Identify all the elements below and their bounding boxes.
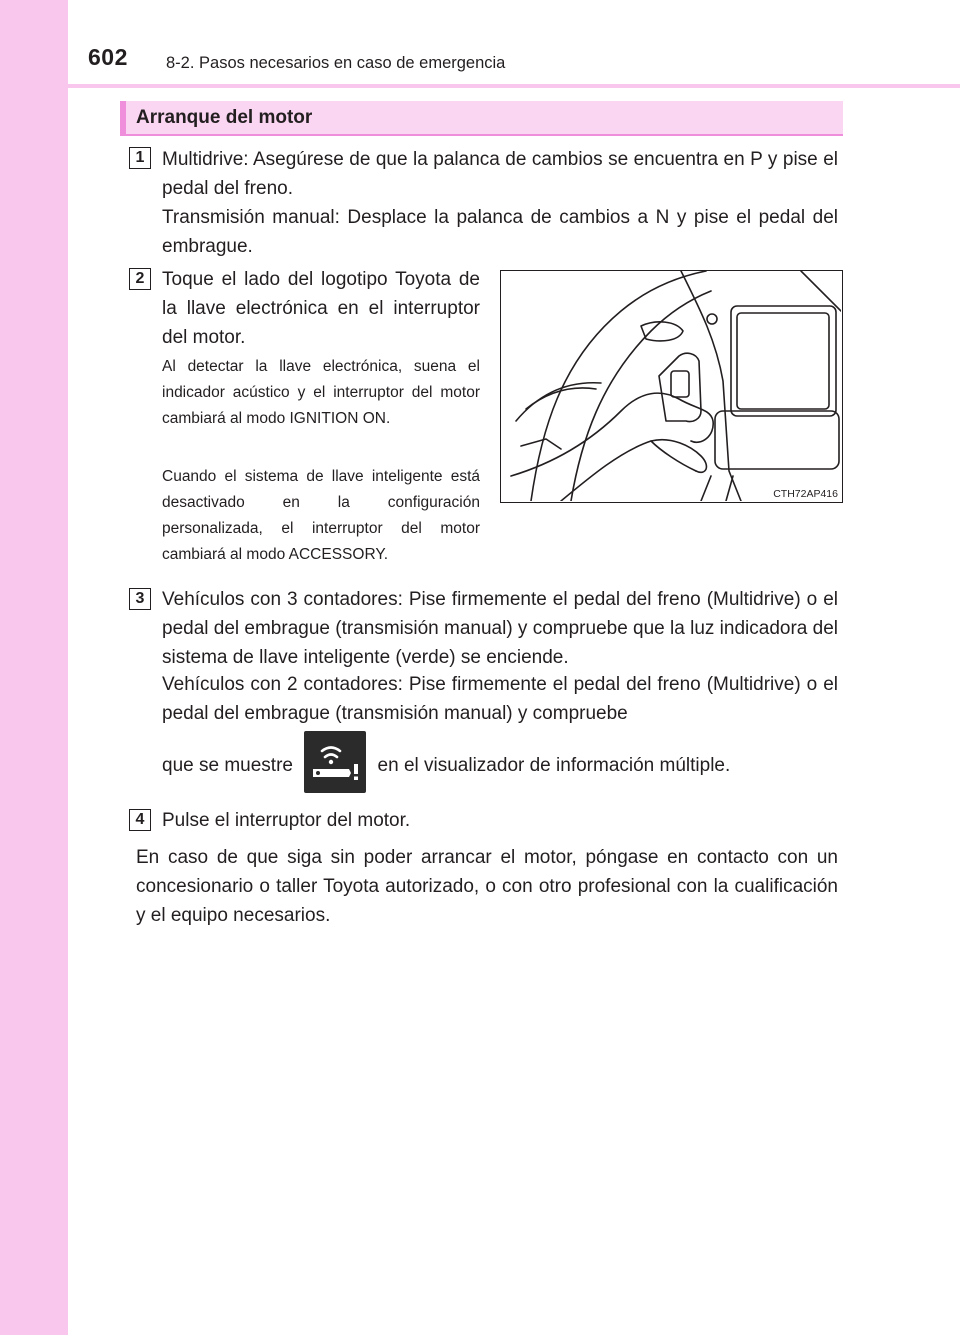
section-heading-bar [120, 101, 126, 136]
page-number: 602 [88, 44, 128, 70]
step-number-4: 4 [129, 809, 151, 831]
chapter-title: 8-2. Pasos necesarios en caso de emergencia [166, 54, 506, 72]
section-title: Arranque del motor [136, 107, 313, 128]
smart-key-indicator-icon [304, 731, 366, 793]
step-number-1: 1 [129, 147, 151, 169]
step-3-three-meters-text: Vehículos con 3 contadores: Pise firmemente el pedal del freno (Multidrive) o el pedal del embrague (transmisión manual) y compruebe que la luz indicadora del sistema de llave inteligente (verde) se enciende. [162, 589, 838, 668]
step-number-3: 3 [129, 588, 151, 610]
step-3-two-meters-text: Vehículos con 2 contadores: Pise firmemente el pedal del freno (Multidrive) o el pedal del embrague (transmisión manual) y compruebe [162, 674, 838, 724]
illustration-key-touch [500, 270, 843, 503]
closing-paragraph: En caso de que siga sin poder arrancar el motor, póngase en contacto con un concesionario o taller Toyota autorizado, o con otro profesional con la cualificación y el equipo necesarios. [136, 847, 838, 926]
step-3-text-before-icon: que se muestre [162, 755, 293, 777]
step-3-text-after-icon: en el visualizador de información múltiple. [377, 755, 731, 777]
step-1-multidrive-text: Multidrive: Asegúrese de que la palanca de cambios se encuentra en P y pise el pedal del freno. [162, 149, 838, 199]
step-4-text: Pulse el interruptor del motor. [162, 810, 411, 831]
illustration-drawing [501, 271, 841, 501]
step-3-icon-line [162, 735, 838, 797]
section-heading [120, 101, 843, 136]
illustration-code: CTH72AP416 [773, 488, 838, 500]
step-2-note-1: Al detectar la llave electrónica, suena el indicador acústico y el interruptor del motor cambiará al modo IGNITION ON. [162, 358, 480, 427]
step-1-manual-text: Transmisión manual: Desplace la palanca de cambios a N y pise el pedal del embrague. [162, 207, 838, 257]
header-rule [0, 84, 960, 88]
step-2-main-text: Toque el lado del logotipo Toyota de la llave electrónica en el interruptor del motor. [162, 269, 480, 348]
step-2-note-2: Cuando el sistema de llave inteligente está desactivado en la configuración personalizada, el interruptor del motor cambiará al modo ACCESSORY. [162, 468, 480, 563]
smart-key-indicator-graphic [304, 731, 366, 793]
page-side-band [0, 0, 68, 1335]
step-number-2: 2 [129, 268, 151, 290]
